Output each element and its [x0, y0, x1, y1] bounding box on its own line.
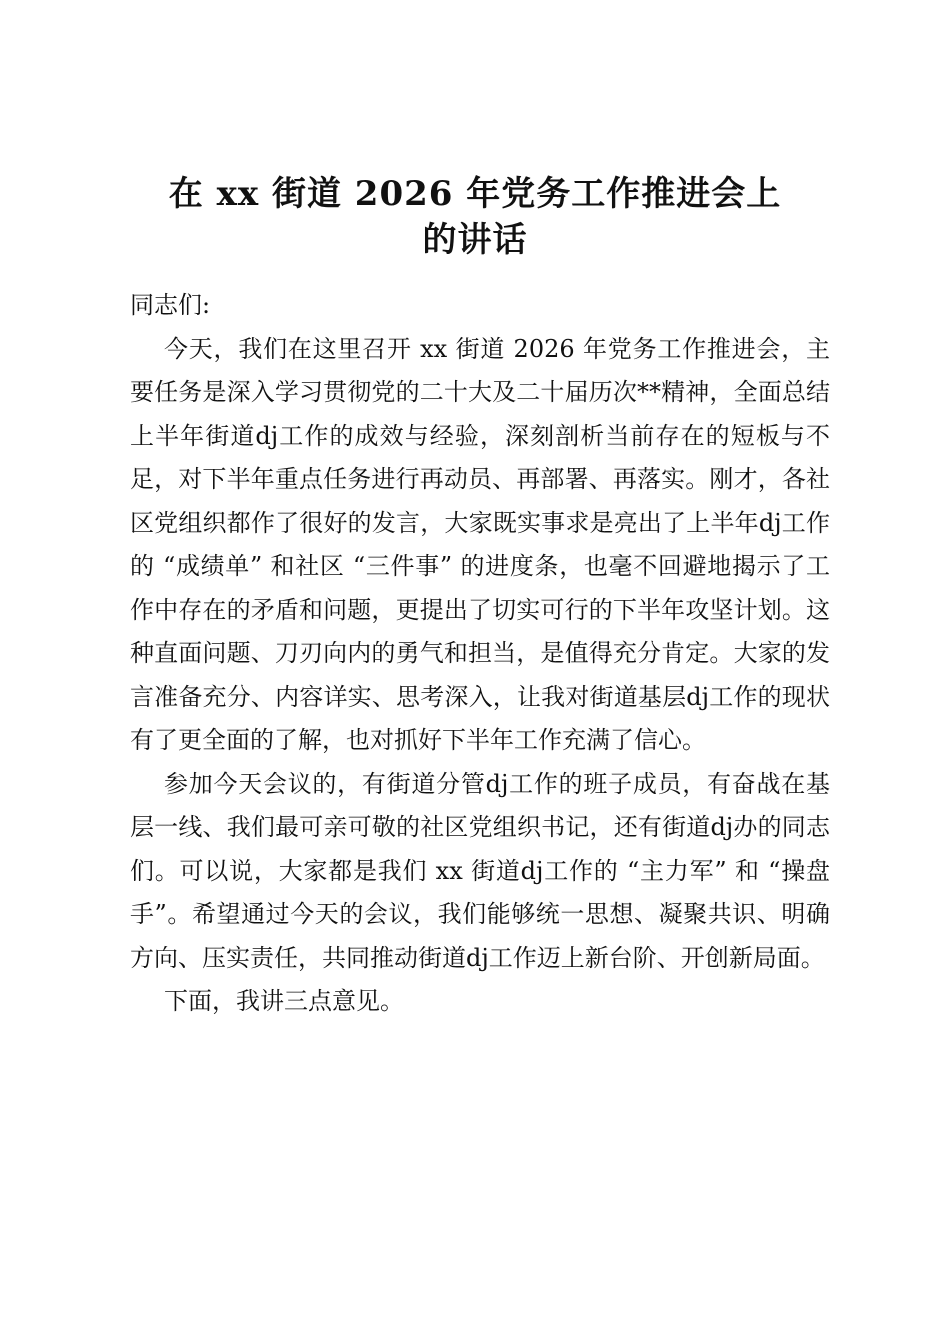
- salutation: 同志们:: [130, 291, 211, 319]
- paragraph-opening: 今天，我们在这里召开 xx 街道 2026 年党务工作推进会，主要任务是深入学习贯彻党的二十大及二十届历次**精神，全面总结上半年街道dj工作的成效与经验，深刻剖析当前存在的短板与不足，对下半年重点任务进行再动员、再部署、再落实。刚才，各社区党组织都作了很好的发言，大家既实事求是亮出了上半年dj工作的 “成绩单” 和社区 “三件事” 的进度条，也毫不回避地揭示了工作中存在的矛盾和问题，更提出了切实可行的下半年攻坚计划。这种直面问题、刀刃向内的勇气和担当，是值得充分肯定。大家的发言准备充分、内容详实、思考深入，让我对街道基层dj工作的现状有了更全面的了解，也对抓好下半年工作充满了信心。: [130, 334, 830, 754]
- document-title-line-2: 的讲话: [422, 220, 528, 260]
- paragraph-transition: 下面，我讲三点意见。: [164, 987, 404, 1015]
- speech-body: [130, 284, 830, 1024]
- paragraph-attendees: 参加今天会议的，有街道分管dj工作的班子成员，有奋战在基层一线、我们最可亲可敬的社区党组织书记，还有街道dj办的同志们。可以说，大家都是我们 xx 街道dj工作的 “主力军” 和 “操盘手”。希望通过今天的会议，我们能够统一思想、凝聚共识、明确方向、压实责任，共同推动街道dj工作迈上新台阶、开创新局面。: [130, 769, 830, 972]
- document-title-line-1: 在 xx 街道 2026 年党务工作推进会上: [168, 174, 782, 214]
